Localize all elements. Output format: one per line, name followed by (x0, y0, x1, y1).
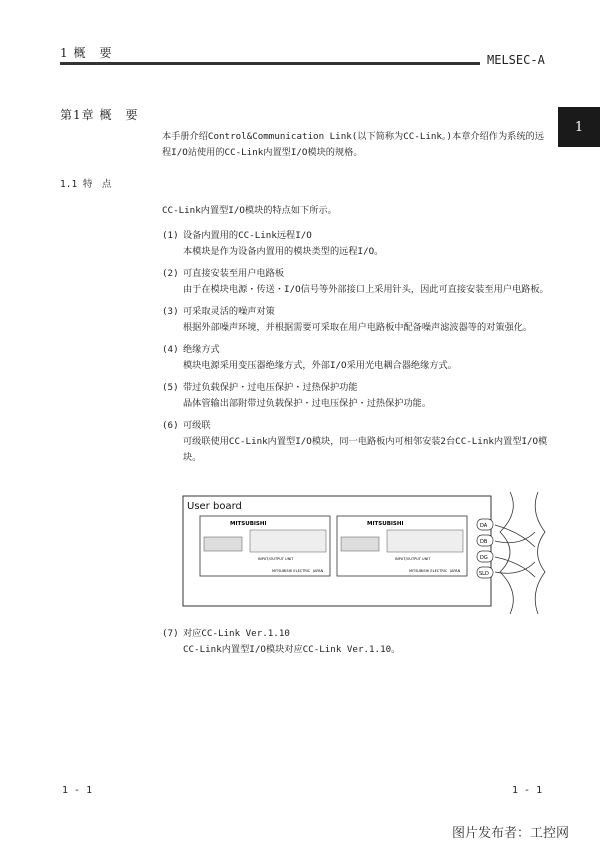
feature-heading: 绝缘方式 (183, 344, 220, 355)
cascade-diagram (180, 492, 550, 614)
terminal-label: DB (480, 539, 488, 545)
feature-text: 本模块是作为设备内置用的模块类型的远程I/O。 (183, 246, 384, 257)
io-label: INPUT/OUTPUT UNIT (258, 557, 294, 561)
feature-item-5 (162, 380, 557, 412)
brand-label: MITSUBISHI (230, 521, 267, 527)
feature-item-7 (162, 626, 557, 664)
publisher-credit: 图片发布者：工控网 (452, 826, 570, 841)
feature-heading: 带过负载保护・过电压保护・过热保护功能 (183, 382, 358, 393)
feature-heading: 可级联 (183, 420, 211, 431)
feature-item-1 (162, 228, 557, 260)
section-lead: CC-Link内置型I/O模块的特点如下所示。 (162, 205, 337, 216)
feature-heading: 可采取灵活的噪声对策 (183, 306, 275, 317)
feature-text: 根据外部噪声环境，并根据需要可采取在用户电路板中配备噪声滤波器等的对策强化。 (183, 322, 533, 333)
feature-number: (7) (162, 628, 179, 639)
io-module-2 (337, 516, 467, 576)
feature-item-2 (162, 266, 557, 298)
feature-text: 晶体管输出部附带过负载保护・过电压保护・过热保护功能。 (183, 398, 432, 409)
terminal-label: DG (480, 555, 488, 561)
feature-number: (3) (162, 306, 179, 317)
feature-text: CC-Link内置型I/O模块对应CC-Link Ver.1.10。 (183, 644, 401, 655)
feature-number: (4) (162, 344, 179, 355)
chapter-title: 第1章 概 要 (60, 108, 139, 122)
feature-number: (6) (162, 420, 179, 431)
feature-item-4 (162, 342, 557, 374)
header-rule (60, 62, 480, 65)
maker-label: MITSUBISHI ELECTRIC (272, 569, 311, 573)
chapter-intro: 本手册介绍Control&Communication Link(以下简称为CC-Link。)本章介绍作为系统的远程I/O站使用的CC-Link内置型I/O模块的规格。 (162, 131, 544, 158)
terminal-label: SLD (479, 571, 489, 577)
io-label: INPUT/OUTPUT UNIT (395, 557, 431, 561)
feature-item-6 (162, 418, 557, 466)
page-number-left: 1 - 1 (62, 785, 93, 796)
feature-text: 可级联使用CC-Link内置型I/O模块，同一电路板内可相邻安装2台CC-Link内置型I/O模块。 (183, 436, 548, 463)
feature-text: 由于在模块电源・传送・I/O信号等外部接口上采用针头，因此可直接安装至用户电路板。 (183, 284, 549, 295)
feature-text: 模块电源采用变压器绝缘方式，外部I/O采用光电耦合器绝缘方式。 (183, 360, 457, 371)
chapter-tab: 1 (558, 107, 600, 147)
user-board-label: User board (187, 501, 242, 512)
feature-heading: 可直接安装至用户电路板 (183, 268, 285, 279)
brand-label: MITSUBISHI (367, 521, 404, 527)
japan-label: JAPAN (313, 569, 324, 573)
feature-item-3 (162, 304, 557, 336)
section-title: 1.1 特 点 (60, 179, 112, 190)
feature-number: (5) (162, 382, 179, 393)
feature-number: (1) (162, 230, 179, 241)
cable-lines (495, 492, 545, 614)
japan-label: JAPAN (450, 569, 461, 573)
feature-heading: 设备内置用的CC-Link远程I/O (183, 230, 312, 241)
running-header-chapter: 1 概 要 (60, 46, 113, 60)
running-header-product: MELSEC-A (487, 53, 545, 67)
page-number-right: 1 - 1 (512, 785, 543, 796)
maker-label: MITSUBISHI ELECTRIC (409, 569, 448, 573)
terminal-label: DA (480, 523, 488, 529)
feature-heading: 对应CC-Link Ver.1.10 (183, 628, 290, 639)
io-module-1 (200, 516, 330, 576)
feature-number: (2) (162, 268, 179, 279)
feature-list (162, 228, 557, 472)
